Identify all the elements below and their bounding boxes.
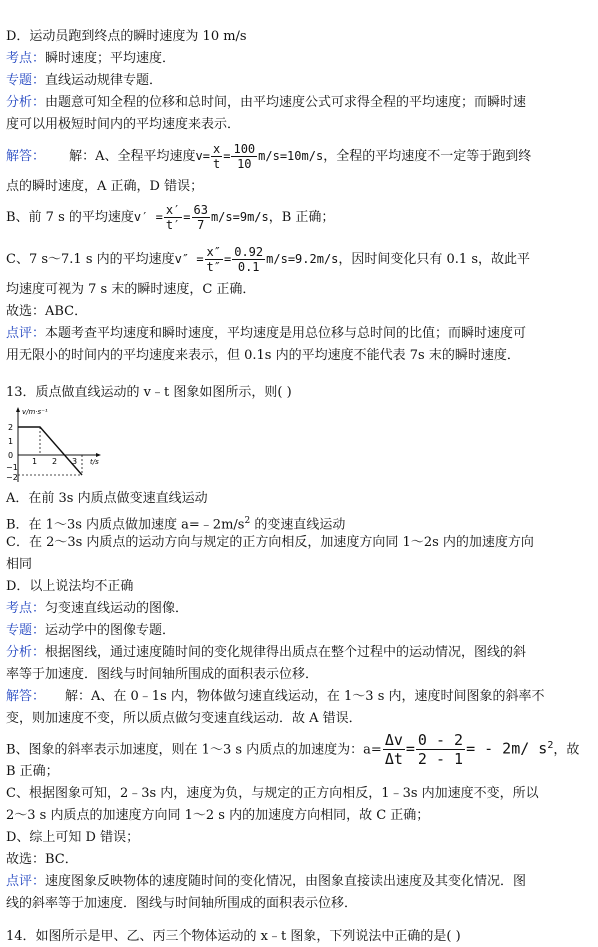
q13-option-c-line2: 相同 <box>6 557 33 572</box>
jieda-label: 解答： <box>6 689 46 704</box>
jieda-b-text: B、图象的斜率表示加速度，则在 1～3 s 内质点的加速度为：a= <box>6 742 382 758</box>
jieda-c-post: ，因时间变化只有 0.1 s，故此平 <box>338 252 531 267</box>
x-tick-3: 3 <box>72 457 78 466</box>
q12-option-d: D．运动员跑到终点的瞬时速度为 10 m/s <box>6 29 247 44</box>
formula-result: m/s=10m/s <box>258 149 324 163</box>
q12-jieda-c-line2: 均速度可视为 7 s 末的瞬时速度，C 正确． <box>6 282 256 297</box>
q12-jieda-a-line2: 点的瞬时速度，A 正确，D 错误； <box>6 179 204 194</box>
q12-dianping-line2: 用无限小的时间内的平均速度来表示，但 0.1s 内的平均速度不能代表 7s 末的瞬时速度． <box>6 348 520 363</box>
q12-jieda-c: C、7 s～7.1 s 内的平均速度v″ = $\frac{x''}{t''}$ = $\frac{0.92}{0.1}$ m/s=9.2m/s，因时间变化只有 0.1 s，故此平 <box>6 245 531 274</box>
zhuanti-label: 专题： <box>6 623 46 638</box>
q13-jieda-d: D、综上可知 D 错误； <box>6 830 140 845</box>
q13-stem: 13．质点做直线运动的 v﹣t 图象如图所示，则( ) <box>6 385 292 400</box>
q13-jieda-c-line2: 2～3 s 内质点的加速度方向同 1～2 s 内的加速度方向相同，故 C 正确； <box>6 808 430 823</box>
fraction-092-over-01: $\frac{0.92}{0.1}$ <box>234 245 264 274</box>
formula-result: = - 2m/ s <box>466 739 548 758</box>
q13-dianping-line2: 线的斜率等于加速度．图线与时间轴所围成的面积表示位移． <box>6 896 358 911</box>
vt-curve <box>18 427 82 475</box>
q13-option-b: B．在 1～3s 内质点做加速度 $a=﹣2m/s^2$ 的变速直线运动 <box>6 516 346 533</box>
q13-option-c-line1: C．在 2～3s 内质点的运动方向与规定的正方向相反，加速度方向同 1～2s 内的加速度方向 <box>6 535 534 550</box>
fraction-x-dprime-over-t-dprime: $\frac{x''}{t''}$ <box>206 245 221 274</box>
q13-jieda-b-line2: B 正确； <box>6 764 59 779</box>
zhuanti-text: 直线运动规律专题． <box>45 73 163 88</box>
q13-option-d: D．以上说法均不正确 <box>6 579 134 594</box>
fraction-dv-over-dt: $\frac{\Delta v}{\Delta t}$ <box>384 731 403 769</box>
q12-jieda-a: 解答： 解：A、全程平均速度v= $\frac{x}{t}$ = $\frac{100}{10}$ m/s=10m/s，全程的平均速度不一定等于跑到终 <box>6 142 532 171</box>
fenxi-label: 分析： <box>6 645 46 660</box>
fraction-63-over-7: $\frac{63}{7}$ <box>193 203 208 232</box>
jieda-b-text: B、前 7 s 的平均速度 <box>6 210 134 225</box>
x-axis-arrow <box>96 453 101 457</box>
y-tick-2: 2 <box>8 423 14 432</box>
q13-option-a: A．在前 3s 内质点做变速直线运动 <box>6 491 208 506</box>
zhuanti-label: 专题： <box>6 73 46 88</box>
fenxi-text: 根据图线，通过速度随时间的变化规律得出质点在整个过程中的运动情况，图线的斜 <box>45 645 527 660</box>
jieda-c-text: C、7 s～7.1 s 内的平均速度 <box>6 252 175 267</box>
q13-jieda-b: B、图象的斜率表示加速度，则在 1～3 s 内质点的加速度为：a= $\frac{\Delta v}{\Delta t}$ = $\frac{0 - 2}{2 - 1}$ = - 2m/ $s^2$，故 <box>6 731 580 769</box>
formula-v: v= <box>195 149 210 163</box>
q14-stem: 14．如图所示是甲、乙、丙三个物体运动的 x﹣t 图象，下列说法中正确的是( ) <box>6 929 461 944</box>
x-tick-2: 2 <box>52 457 58 466</box>
q12-dianping-line1 <box>6 325 526 343</box>
q13-guxuan: 故选：BC． <box>6 852 78 867</box>
q13-kaodian <box>6 600 188 618</box>
jieda-a-post: ，全程的平均速度不一定等于跑到终 <box>323 149 532 164</box>
y-tick-neg1: −1 <box>6 463 18 472</box>
kaodian-text: 匀变速直线运动的图像． <box>45 601 189 616</box>
q13-jieda-a-line1 <box>6 688 545 706</box>
fenxi-label: 分析： <box>6 95 46 110</box>
q13-zhuanti <box>6 622 175 640</box>
fraction-x-over-t: $\frac{x}{t}$ <box>213 142 221 171</box>
dianping-label: 点评： <box>6 874 46 889</box>
formula-v-prime: v′ = <box>133 210 163 224</box>
fraction-0m2-over-2m1: $\frac{0 - 2}{2 - 1}$ <box>417 731 464 769</box>
zhuanti-text: 运动学中的图像专题． <box>45 623 176 638</box>
jieda-b-post: ，B 正确； <box>268 210 335 225</box>
jieda-a-text: 解：A、在 0﹣1s 内，物体做匀速直线运动，在 1～3 s 内，速度时间图象的斜率不 <box>65 689 545 704</box>
kaodian-text: 瞬时速度；平均速度． <box>45 51 176 66</box>
q12-guxuan: 故选：ABC． <box>6 304 88 319</box>
y-tick-1: 1 <box>8 437 14 446</box>
q13-fenxi-line2: 率等于加速度．图线与时间轴所围成的面积表示位移． <box>6 667 319 682</box>
fraction-x-prime-over-t-prime: $\frac{x'}{t'}$ <box>165 203 181 232</box>
q13-jieda-c-line1: C、根据图象可知，2﹣3s 内，速度为负，与规定的正方向相反，1﹣3s 内加速度不变，所以 <box>6 786 539 801</box>
kaodian-label: 考点： <box>6 51 46 66</box>
q12-jieda-b: B、前 7 s 的平均速度v′ = $\frac{x'}{t'}$ = $\frac{63}{7}$ m/s=9m/s，B 正确； <box>6 203 335 232</box>
fraction-100-over-10: $\frac{100}{10}$ <box>233 142 256 171</box>
x-axis-label: t/s <box>90 458 99 466</box>
dianping-label: 点评： <box>6 326 46 341</box>
y-tick-0: 0 <box>8 451 14 460</box>
jieda-a-text: 解：A、全程平均速度 <box>69 149 196 164</box>
q12-kaodian <box>6 50 175 68</box>
q12-zhuanti <box>6 72 162 90</box>
vt-graph <box>6 404 102 484</box>
x-tick-1: 1 <box>32 457 38 466</box>
kaodian-label: 考点： <box>6 601 46 616</box>
fenxi-text: 由题意可知全程的位移和总时间，由平均速度公式可求得全程的平均速度；而瞬时速 <box>45 95 527 110</box>
q12-fenxi-line2: 度可以用极短时间内的平均速度来表示． <box>6 117 241 132</box>
q13-jieda-a-line2: 变，则加速度不变，所以质点做匀变速直线运动．故 A 错误． <box>6 711 362 726</box>
formula-v-double-prime: v″ = <box>174 252 204 266</box>
dianping-text: 本题考查平均速度和瞬时速度，平均速度是用总位移与总时间的比值；而瞬时速度可 <box>45 326 527 341</box>
y-tick-neg2: −2 <box>6 473 18 482</box>
y-axis-label: v/m·s⁻¹ <box>22 408 48 416</box>
q12-fenxi-line1 <box>6 94 526 112</box>
q13-fenxi-line1 <box>6 644 526 662</box>
formula-result: m/s=9m/s <box>210 210 269 224</box>
jieda-label: 解答： <box>6 149 46 164</box>
formula-result: m/s=9.2m/s <box>266 252 339 266</box>
y-axis-arrow <box>16 407 20 412</box>
dianping-text: 速度图象反映物体的速度随时间的变化情况，由图象直接读出速度及其变化情况．图 <box>45 874 527 889</box>
q13-dianping-line1 <box>6 873 526 891</box>
